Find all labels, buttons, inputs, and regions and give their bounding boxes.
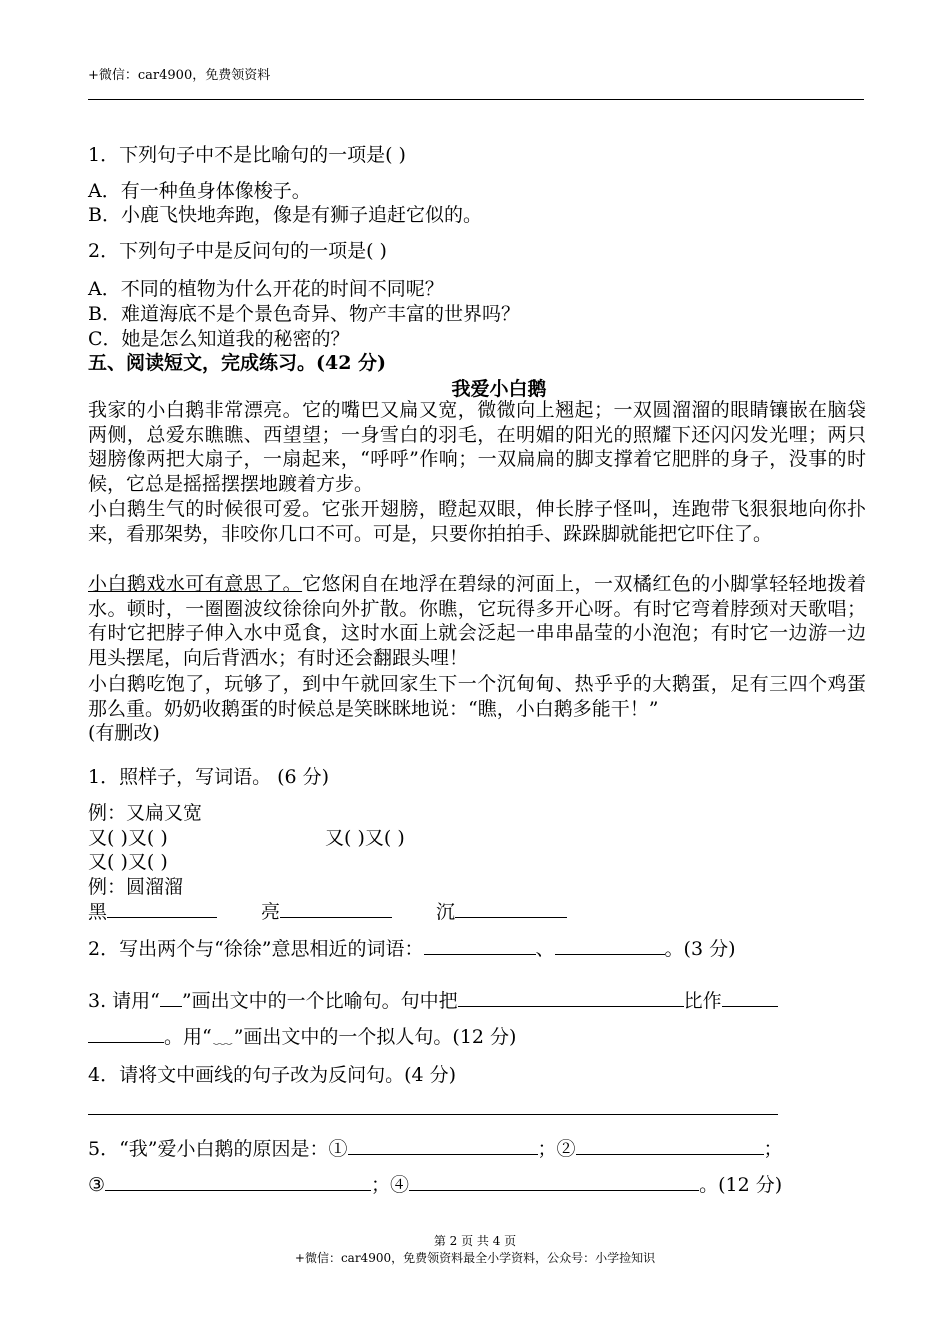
passage-paragraph-3	[88, 572, 866, 670]
q2-option-b: B．难道海底不是个景色奇异、物产丰富的世界吗？	[88, 303, 520, 325]
exercise1-row1-b: 又( )又( )	[325, 827, 405, 849]
q1-option-b: B．小鹿飞快地奔跑，像是有狮子追赶它似的。	[88, 204, 482, 226]
exercise5-c4: ③	[88, 1174, 106, 1196]
exercise1-example2: 例：圆溜溜	[88, 876, 184, 898]
exercise5-end: 。(12 分)	[699, 1174, 783, 1196]
exercise3-part5: ”画出文中的一个拟人句。(12 分)	[233, 1026, 517, 1048]
exercise5-stem: 5．“我”爱小白鹅的原因是：①	[88, 1138, 348, 1160]
exercise1-example1: 例：又扁又宽	[88, 802, 203, 824]
exercise5-c2: ；②	[537, 1138, 576, 1160]
passage-paragraph-2: 小白鹅生气的时候很可爱。它张开翅膀，瞪起双眼，伸长脖子怪叫，连跑带飞狠狠地向你扑来，看那架势，非咬你几口不可。可是，只要你拍拍手、跺跺脚就能把它吓住了。	[88, 498, 866, 545]
exercise3-line1	[88, 986, 778, 1013]
exercise5-blank-4[interactable]	[409, 1172, 699, 1191]
exercise2-blank-2[interactable]	[555, 936, 665, 955]
exercise5-blank-1[interactable]	[348, 1136, 538, 1155]
blank-chen[interactable]	[455, 899, 567, 918]
exercise2-stem: 2．写出两个与“徐徐”意思相近的词语：	[88, 938, 424, 960]
exercise2-sep: 、	[535, 938, 555, 960]
exercise3-part3: 比作	[683, 990, 722, 1012]
page-footer: +微信：car4900，免费领资料最全小学资料，公众号：小学捡知识	[294, 1251, 656, 1265]
exercise2-blank-1[interactable]	[424, 936, 536, 955]
underlined-sentence: 小白鹅戏水可有意思了。	[88, 573, 303, 595]
exercise3-part2: ”画出文中的一个比喻句。句中把	[181, 990, 458, 1012]
exercise4-answer-line[interactable]	[88, 1114, 778, 1115]
blank-liang[interactable]	[280, 899, 392, 918]
exercise2-end: 。(3 分)	[664, 938, 736, 960]
exercise3-blank-2b[interactable]	[88, 1024, 164, 1043]
q2-stem: 2．下列句子中是反问句的一项是( )	[88, 240, 387, 262]
exercise5-c5: ；④	[371, 1174, 410, 1196]
section5-heading: 五、阅读短文，完成练习。(42 分)	[88, 352, 387, 374]
q1-stem: 1．下列句子中不是比喻句的一项是( )	[88, 144, 406, 166]
q1-option-a: A．有一种鱼身体像梭子。	[88, 180, 311, 202]
exercise5-blank-2[interactable]	[576, 1136, 764, 1155]
exercise2	[88, 934, 736, 961]
exercise3-part4: 。用“	[164, 1026, 212, 1048]
exercise4-stem: 4．请将文中画线的句子改为反问句。(4 分)	[88, 1064, 457, 1086]
page-header: +微信：car4900，免费领资料	[88, 68, 271, 83]
exercise3-blank-1[interactable]	[458, 988, 684, 1007]
passage-paragraph-1: 我家的小白鹅非常漂亮。它的嘴巴又扁又宽，微微向上翘起；一双圆溜溜的眼睛镶嵌在脑袋两侧，总爱东瞧瞧、西望望；一身雪白的羽毛，在明媚的阳光的照耀下还闪闪发光哩；两只翅膀像两把大扇子，一扇起来，“呼呼”作响；一双扁扁的脚支撑着它肥胖的身子，没事的时候，它总是摇摇摆摆地踱着方步。	[88, 399, 866, 495]
exercise3-blank-2a[interactable]	[722, 988, 778, 1007]
exercise5-line1	[88, 1134, 783, 1161]
exercise5-blank-3[interactable]	[105, 1172, 371, 1191]
exercise3-part1: 3. 请用“	[88, 990, 160, 1012]
page-number: 第 2 页 共 4 页	[433, 1234, 517, 1248]
word-liang: 亮	[261, 901, 281, 923]
passage-title: 我爱小白鹅	[451, 378, 547, 400]
passage-source: (有删改)	[88, 722, 160, 744]
wavy-line-symbol: ﹏	[213, 1026, 233, 1048]
exercise1-word-row	[88, 897, 567, 924]
blank-hei[interactable]	[107, 899, 217, 918]
word-chen: 沉	[436, 901, 456, 923]
q2-option-c: C．她是怎么知道我的秘密的？	[88, 328, 350, 350]
straight-line-symbol	[160, 992, 182, 1007]
exercise1-row2: 又( )又( )	[88, 851, 168, 873]
passage-paragraph-4: 小白鹅吃饱了，玩够了，到中午就回家生下一个沉甸甸、热乎乎的大鹅蛋，足有三四个鸡蛋那么重。奶奶收鹅蛋的时候总是笑眯眯地说：“瞧，小白鹅多能干！”	[88, 673, 866, 720]
exercise5-line2	[88, 1170, 782, 1197]
exercise1-row1-a: 又( )又( )	[88, 827, 168, 849]
word-hei: 黑	[88, 901, 108, 923]
exercise3-line2	[88, 1022, 516, 1049]
exercise1-stem: 1．照样子，写词语。 (6 分)	[88, 766, 330, 788]
paragraph-3-rest: 它悠闲自在地浮在碧绿的河面上，一双橘红色的小脚掌轻轻地拨着水。顿时，一圈圈波纹徐徐向外扩散。你瞧，它玩得多开心呀。有时它弯着脖颈对天歌唱；有时它把脖子伸入水中觅食，这时水面上就会泛起一串串晶莹的小泡泡；有时它一边游一边甩头摆尾，向后背洒水；有时还会翻跟头哩！	[88, 573, 866, 669]
header-rule	[88, 99, 864, 100]
exercise5-c3: ；	[763, 1138, 783, 1160]
q2-option-a: A．不同的植物为什么开花的时间不同呢？	[88, 278, 444, 300]
